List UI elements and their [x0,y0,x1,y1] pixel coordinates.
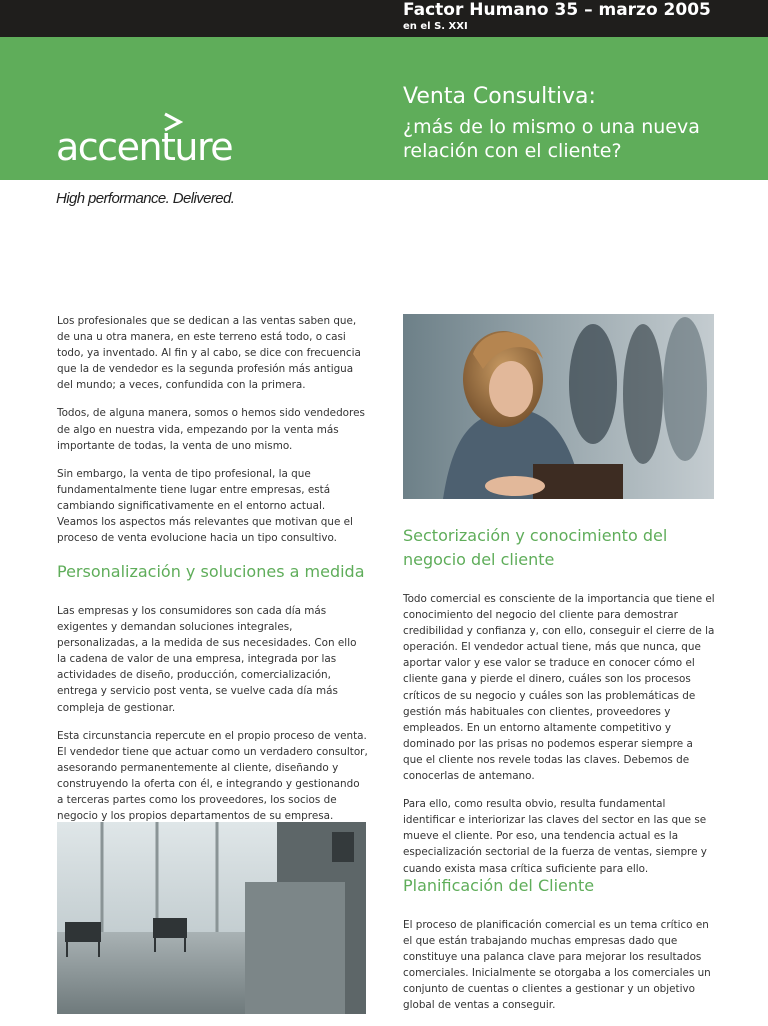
paragraph: Esta circunstancia repercute en el propio proceso de venta. El vendedor tiene que actuar como un verdadero consultor, asesorando permanentemente al cliente, diseñando y construyendo la oferta con él, e integrando y gestionando a terceras partes como los proveedores, los socios de negocio y los propios departamentos de su empresa. [57,729,368,823]
brand-tagline: High performance. Delivered. [56,190,235,207]
article-subtitle-line2: relación con el cliente? [403,140,622,162]
logo-wordmark: accenture [56,125,233,169]
section-heading-planificacion: Planificación del Cliente [403,876,595,895]
paragraph: El proceso de planificación comercial es un tema crítico en el que están trabajando muchas empresas dado que constituye una palanca clave para mejorar los resultados comerciales. Inicialmente se otorgaba a los comerciales un conjunto de cuentas o clientes a gestionar y un objetivo global de ventas a conseguir. [403,919,711,1012]
article-subtitle-line1: ¿más de lo mismo o una nueva [403,116,700,138]
section-heading-personalizacion: Personalización y soluciones a medida [57,562,365,581]
article-subtitle [403,115,700,163]
left-column-intro [57,313,368,558]
left-column-body [57,603,368,836]
photo-office-lobby [57,822,366,1014]
right-column-planning [403,917,715,1026]
paragraph: Los profesionales que se dedican a las ventas saben que, de una u otra manera, en este terreno está todo, o casi todo, ya inventado. Al fin y al cabo, se dice con frecuencia que la de vendedor es la segunda profesión más antigua del mundo; a veces, confundida con la primera. [57,315,361,392]
section-heading-sectorizacion: Sectorización y conocimiento del negocio del cliente [403,526,668,569]
accenture-logo [56,97,256,172]
paragraph: Todo comercial es consciente de la importancia que tiene el conocimiento del negocio del cliente para demostrar credibilidad y confianza y, con ello, conseguir el cierre de la operación. El vendedor actual tiene, más que nunca, que aportar valor y ese valor se traduce en conocer cómo el cliente gana y pierde el dinero, cuáles son los procesos críticos de su negocio y cuáles son las problemáticas de gestión más habituales con clientes, proveedores y empleados. En un entorno altamente competitivo y dominado por las prisas no podemos esperar siempre a que el cliente nos revele todas las claves. Debemos de conocerlas de antemano. [403,593,715,783]
header-bar [0,0,768,37]
issue-subtitle: en el S. XXI [403,21,468,32]
paragraph: Las empresas y los consumidores son cada día más exigentes y demandan soluciones integrales, personalizadas, a la medida de sus necesidades. Con ello la cadena de valor de una empresa, integrada por las actividades de diseño, producción, comercialización, entrega y servicio post venta, se vuelve cada día más compleja de gestionar. [57,605,357,714]
photo-businesswoman [403,314,714,499]
issue-title: Factor Humano 35 – marzo 2005 [403,0,711,20]
article-title: Venta Consultiva: [403,84,596,109]
paragraph: Sin embargo, la venta de tipo profesional, la que fundamentalmente tiene lugar entre empresas, está cambiando significativamente en el entorno actual. Veamos los aspectos más relevantes que motivan que el proceso de venta evolucione hacia un tipo consultivo. [57,467,353,545]
paragraph: Para ello, como resulta obvio, resulta fundamental identificar e interiorizar las claves del sector en las que se mueve el cliente. Por eso, una tendencia actual es la especialización sectorial de la fuerza de ventas, siempre y cuando exista masa crítica suficiente para ello. [403,798,707,875]
right-column-sector [403,591,715,889]
paragraph: Todos, de alguna manera, somos o hemos sido vendedores de algo en nuestra vida, empezando por la venta más importante de todas, la venta de uno mismo. [57,407,365,452]
